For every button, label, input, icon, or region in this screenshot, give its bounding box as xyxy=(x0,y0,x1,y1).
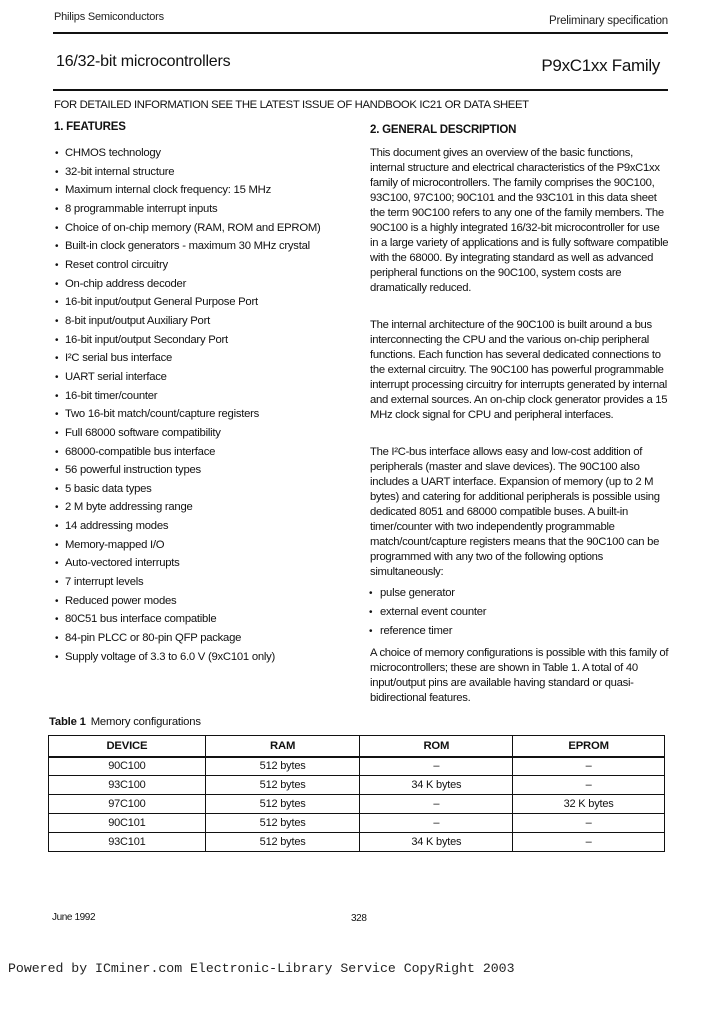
handbook-notice: FOR DETAILED INFORMATION SEE THE LATEST ISSUE OF HANDBOOK IC21 OR DATA SHEET xyxy=(54,99,529,111)
memory-configurations-table xyxy=(48,735,665,852)
bullet-icon: • xyxy=(55,148,59,159)
description-paragraph-4: A choice of memory configurations is possible with this family of microcontrollers; these are shown in Table 1. A total of 40 input/output pins are available having standard or quasi-bidirectional features. xyxy=(370,647,669,704)
option-item: • external event counter xyxy=(369,606,487,618)
option-item: • reference timer xyxy=(369,625,453,637)
feature-item: • Reduced power modes xyxy=(55,594,177,607)
table-header-row xyxy=(49,736,665,757)
features-heading: 1. FEATURES xyxy=(54,121,126,133)
general-description-heading: 2. GENERAL DESCRIPTION xyxy=(370,124,517,136)
bullet-icon: • xyxy=(55,502,59,514)
company-name: Philips Semiconductors xyxy=(54,11,164,23)
bullet-icon: • xyxy=(55,633,59,645)
bullet-icon: • xyxy=(55,185,59,197)
feature-item: • Reset control circuitry xyxy=(55,258,168,271)
powered-by-watermark: Powered by ICminer.com Electronic-Library Service CopyRight 2003 xyxy=(8,961,515,976)
cell-ram: 512 bytes xyxy=(205,814,360,833)
feature-item: • 8 programmable interrupt inputs xyxy=(55,202,218,215)
bullet-icon: • xyxy=(55,483,59,495)
column-header-device: DEVICE xyxy=(49,736,206,757)
feature-item: • 32-bit internal structure xyxy=(55,165,175,178)
cell-rom: – xyxy=(360,814,513,833)
bullet-icon: • xyxy=(369,607,373,618)
option-item: • pulse generator xyxy=(369,587,455,599)
description-paragraph-1: This document gives an overview of the basic functions, internal structure and electrical characteristics of the P9xC1xx family of microcontrollers. The family comprises the 90C100, 93C100, 97C100; 90C101 and the 93C101 in this data sheet the term 90C100 refers to any one of the family members. The 90C100 is a highly integrated 16/32-bit microcontroller for use in a large variety of applications and is fully software compatible with the 68000. By integrating standard as well as advanced peripheral functions on the 90C100, system costs are dramatically reduced. xyxy=(370,147,669,294)
cell-ram: 512 bytes xyxy=(205,833,360,852)
feature-item: • Supply voltage of 3.3 to 6.0 V (9xC101 only) xyxy=(55,650,276,663)
features-list xyxy=(53,146,353,668)
column-header-rom: ROM xyxy=(360,736,513,757)
document-title: 16/32-bit microcontrollers xyxy=(56,53,231,70)
cell-ram: 512 bytes xyxy=(205,776,360,795)
feature-item: • 68000-compatible bus interface xyxy=(55,445,216,458)
table-row xyxy=(49,757,665,776)
feature-item: • 2 M byte addressing range xyxy=(55,501,193,514)
cell-device: 97C100 xyxy=(49,795,206,814)
cell-ram: 512 bytes xyxy=(205,757,360,776)
bullet-icon: • xyxy=(55,241,59,253)
feature-item: • 84-pin PLCC or 80-pin QFP package xyxy=(55,632,242,645)
cell-device: 90C101 xyxy=(49,814,206,833)
table-row xyxy=(49,814,665,833)
bullet-icon: • xyxy=(55,297,59,309)
product-family: P9xC1xx Family xyxy=(541,56,660,75)
feature-item: • CHMOS technology xyxy=(55,147,161,159)
bullet-icon: • xyxy=(55,409,59,421)
feature-item: • Auto-vectored interrupts xyxy=(55,557,180,570)
table-caption-text: Memory configurations xyxy=(90,716,201,728)
feature-item: • Maximum internal clock frequency: 15 MHz xyxy=(55,184,271,197)
bullet-icon: • xyxy=(55,427,59,439)
header-rule-bottom xyxy=(53,89,668,91)
bullet-icon: • xyxy=(55,334,59,346)
table-caption-label: Table 1 xyxy=(49,716,86,728)
bullet-icon: • xyxy=(55,465,59,477)
cell-rom: – xyxy=(360,757,513,776)
feature-item: • Memory-mapped I/O xyxy=(55,538,165,551)
cell-rom: 34 K bytes xyxy=(360,833,513,852)
feature-item: • 56 powerful instruction types xyxy=(55,464,201,477)
feature-item: • Built-in clock generators - maximum 30 MHz crystal xyxy=(55,240,310,253)
bullet-icon: • xyxy=(55,558,59,570)
bullet-icon: • xyxy=(55,521,59,533)
description-paragraph-3: The I²C-bus interface allows easy and low-cost addition of peripherals (master and slave devices). The 90C100 also includes a UART interface. Expansion of memory (up to 2 M bytes) and catering for additional peripherals is possible using dedicated 8051 and 68000 compatible buses. A built-in timer/counter with two independently programmable match/count/capture registers means that the 90C100 can be programmed with any two of the following options simultaneously: xyxy=(370,446,660,578)
feature-item: • UART serial interface xyxy=(55,370,167,383)
feature-item: • 7 interrupt levels xyxy=(55,576,144,589)
cell-eprom: – xyxy=(513,814,665,833)
column-header-ram: RAM xyxy=(205,736,360,757)
bullet-icon: • xyxy=(369,626,373,637)
bullet-icon: • xyxy=(55,595,59,607)
cell-eprom: – xyxy=(513,757,665,776)
bullet-icon: • xyxy=(55,278,59,290)
cell-device: 90C100 xyxy=(49,757,206,776)
bullet-icon: • xyxy=(55,614,59,626)
cell-eprom: – xyxy=(513,776,665,795)
bullet-icon: • xyxy=(55,651,59,663)
table-caption xyxy=(49,716,201,728)
bullet-icon: • xyxy=(369,588,373,599)
column-header-eprom: EPROM xyxy=(513,736,665,757)
bullet-icon: • xyxy=(55,315,59,327)
bullet-icon: • xyxy=(55,259,59,271)
bullet-icon: • xyxy=(55,222,59,234)
feature-item: • I²C serial bus interface xyxy=(55,352,173,365)
bullet-icon: • xyxy=(55,353,59,365)
header-rule-top xyxy=(53,32,668,34)
cell-rom: – xyxy=(360,795,513,814)
feature-item: • Two 16-bit match/count/capture registers xyxy=(55,408,260,421)
cell-eprom: 32 K bytes xyxy=(513,795,665,814)
table-row xyxy=(49,776,665,795)
bullet-icon: • xyxy=(55,577,59,589)
feature-item: • 16-bit timer/counter xyxy=(55,389,158,402)
cell-device: 93C100 xyxy=(49,776,206,795)
bullet-icon: • xyxy=(55,390,59,402)
cell-device: 93C101 xyxy=(49,833,206,852)
table-row xyxy=(49,833,665,852)
document-type: Preliminary specification xyxy=(549,15,668,27)
bullet-icon: • xyxy=(55,446,59,458)
feature-item: • 14 addressing modes xyxy=(55,520,169,533)
page-number: 328 xyxy=(351,913,367,924)
cell-ram: 512 bytes xyxy=(205,795,360,814)
cell-rom: 34 K bytes xyxy=(360,776,513,795)
bullet-icon: • xyxy=(55,166,59,178)
description-paragraph-2: The internal architecture of the 90C100 is built around a bus interconnecting the CPU and the various on-chip peripheral functions. Each function has several dedicated connections to the external circuitry. The 90C100 has powerful programmable interrupt processing circuitry for interrupts generated by internal and external sources. An on-chip clock generator provides a 15 MHz clock signal for CPU and peripheral interfaces. xyxy=(370,319,668,421)
feature-item: • 80C51 bus interface compatible xyxy=(55,613,217,626)
feature-item: • 5 basic data types xyxy=(55,482,152,495)
footer-date: June 1992 xyxy=(52,912,96,923)
feature-item: • Choice of on-chip memory (RAM, ROM and EPROM) xyxy=(55,221,321,234)
table-row xyxy=(49,795,665,814)
bullet-icon: • xyxy=(55,539,59,551)
timer-options-list xyxy=(363,586,663,643)
cell-eprom: – xyxy=(513,833,665,852)
bullet-icon: • xyxy=(55,203,59,215)
bullet-icon: • xyxy=(55,371,59,383)
feature-item: • 16-bit input/output General Purpose Port xyxy=(55,296,258,309)
feature-item: • On-chip address decoder xyxy=(55,277,187,290)
feature-item: • 16-bit input/output Secondary Port xyxy=(55,333,228,346)
feature-item: • 8-bit input/output Auxiliary Port xyxy=(55,314,210,327)
feature-item: • Full 68000 software compatibility xyxy=(55,426,221,439)
